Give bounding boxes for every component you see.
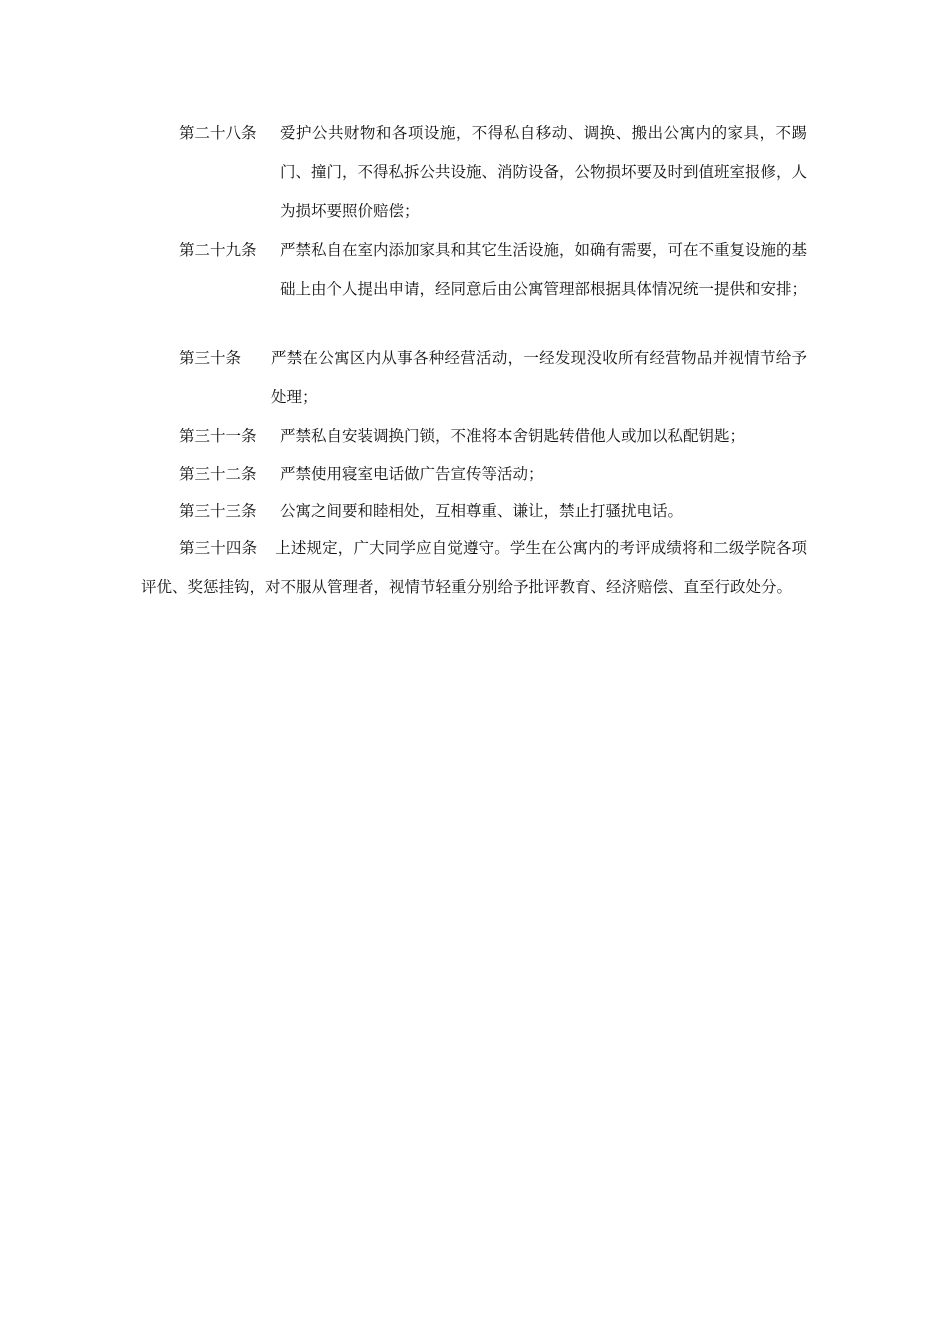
article-28 xyxy=(179,114,807,231)
article-text: 严禁在公寓区内从事各种经营活动，一经发现没收所有经营物品并视情节给予处理； xyxy=(271,349,807,406)
article-text: 严禁使用寝室电话做广告宣传等活动； xyxy=(280,465,544,483)
article-34 xyxy=(141,529,807,607)
article-text: 爱护公共财物和各项设施，不得私自移动、调换、搬出公寓内的家具，不踢门、撞门，不得私拆公共设施、消防设备，公物损坏要及时到值班室报修，人为损坏要照价赔偿； xyxy=(280,124,808,220)
article-text: 严禁私自在室内添加家具和其它生活设施，如确有需要，可在不重复设施的基础上由个人提出申请，经同意后由公寓管理部根据具体情况统一提供和安排； xyxy=(280,241,808,298)
article-number: 第三十一条 xyxy=(179,427,257,445)
article-32 xyxy=(179,455,807,494)
article-number: 第三十三条 xyxy=(179,502,257,520)
article-number: 第二十九条 xyxy=(179,241,257,259)
article-text: 严禁私自安装调换门锁，不准将本舍钥匙转借他人或加以私配钥匙； xyxy=(280,427,746,445)
article-number: 第三十二条 xyxy=(179,465,257,483)
article-number: 第二十八条 xyxy=(179,124,257,142)
article-number: 第三十四条 xyxy=(179,539,258,557)
article-text: 公寓之间要和睦相处，互相尊重、谦让，禁止打骚扰电话。 xyxy=(280,502,684,520)
article-31 xyxy=(179,417,807,456)
article-30 xyxy=(179,339,807,417)
article-text: 上述规定，广大同学应自觉遵守。学生在公寓内的考评成绩将和二级学院各项评优、奖惩挂钩，对不服从管理者，视情节轻重分别给予批评教育、经济赔偿、直至行政处分。 xyxy=(141,539,807,596)
article-29 xyxy=(179,231,807,309)
article-33 xyxy=(179,492,807,531)
article-number: 第三十条 xyxy=(179,349,242,367)
